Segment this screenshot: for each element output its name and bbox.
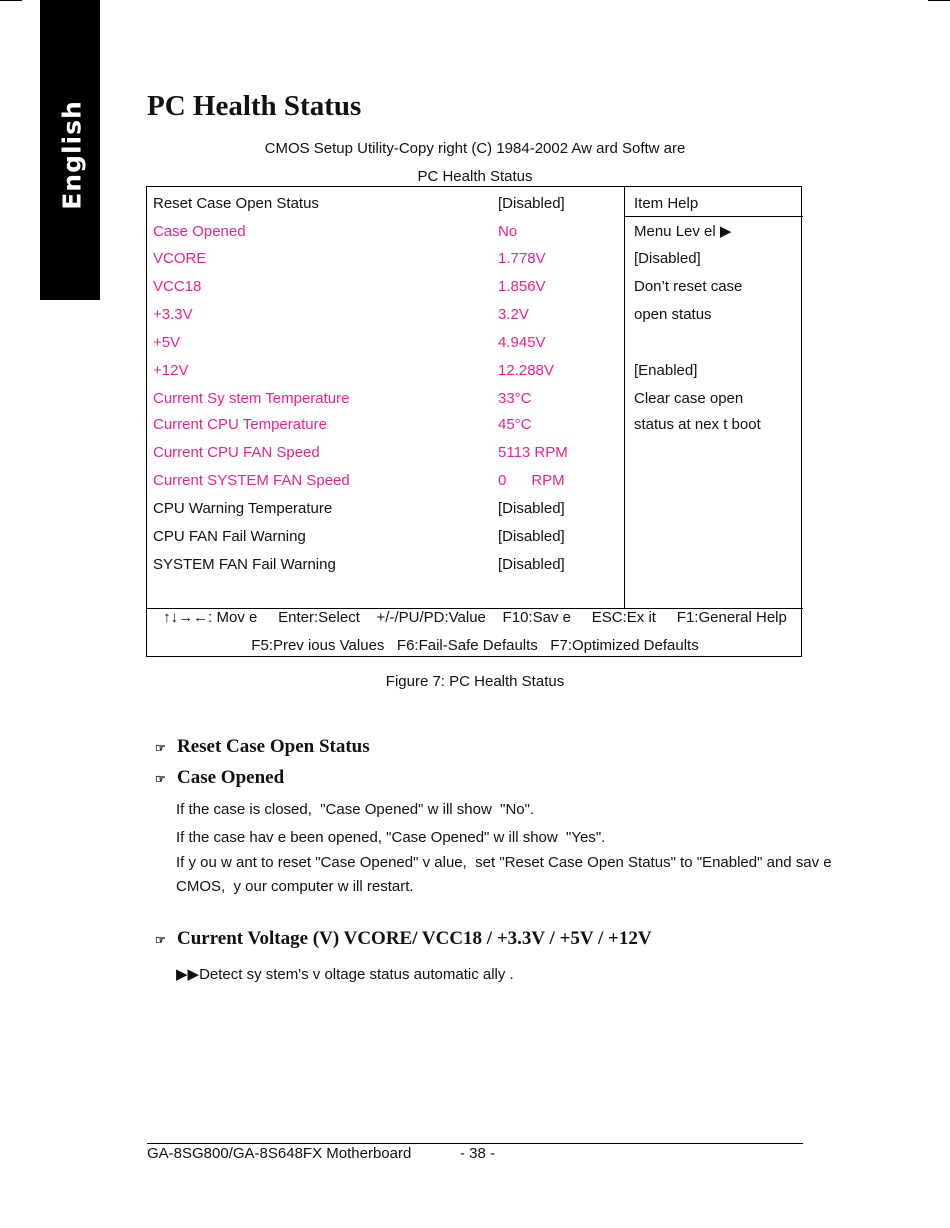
item-help-line: [Disabled]: [634, 250, 701, 267]
crop-mark-right: [928, 0, 950, 1]
page-title: PC Health Status: [147, 90, 362, 122]
setting-value: 12.288V: [498, 362, 554, 379]
section-heading-text: Current Voltage (V) VCORE/ VCC18 / +3.3V / +5V / +12V: [177, 928, 652, 949]
setting-value[interactable]: [Disabled]: [498, 500, 565, 517]
item-help-title: Item Help: [634, 195, 699, 212]
setting-label: Current CPU FAN Speed: [153, 444, 320, 461]
figure-caption: Figure 7: PC Health Status: [385, 673, 565, 690]
key-legend-line-2: F5:Prev ious Values F6:Fail-Safe Defaults F7:Optimized Defaults: [251, 637, 699, 654]
setting-label: +3.3V: [153, 306, 193, 323]
setting-value: 4.945V: [498, 334, 546, 351]
setting-label: Current CPU Temperature: [153, 416, 327, 433]
language-side-tab-label: English: [57, 100, 87, 210]
item-help-line: Menu Lev el ▶: [634, 223, 732, 240]
pointing-hand-icon: ☞: [155, 772, 166, 786]
case-opened-paragraph: CMOS, y our computer w ill restart.: [176, 878, 414, 895]
section-heading-text: Case Opened: [177, 767, 285, 788]
setting-value: 1.856V: [498, 278, 546, 295]
help-header-divider: [624, 216, 803, 217]
setting-value: 0 RPM: [498, 472, 565, 489]
footer-model: GA-8SG800/GA-8S648FX Motherboard: [147, 1145, 412, 1162]
setting-label: CPU FAN Fail Warning: [153, 528, 306, 545]
setting-value: 5113 RPM: [498, 444, 568, 461]
setting-label: Current Sy stem Temperature: [153, 390, 350, 407]
setting-label: SYSTEM FAN Fail Warning: [153, 556, 336, 573]
setting-label: +5V: [153, 334, 181, 351]
item-help-line: [Enabled]: [634, 362, 698, 379]
case-opened-paragraph: If y ou w ant to reset "Case Opened" v alue, set "Reset Case Open Status" to "Enabled" and sav e: [176, 854, 832, 871]
footer-rule: [147, 1143, 803, 1144]
item-help-line: open status: [634, 306, 712, 323]
bios-screen: [146, 186, 802, 657]
help-divider: [624, 187, 625, 608]
setting-label: +12V: [153, 362, 189, 379]
setting-value: 1.778V: [498, 250, 546, 267]
setting-label: VCC18: [153, 278, 202, 295]
item-help-line: status at nex t boot: [634, 416, 761, 433]
setting-label: Current SYSTEM FAN Speed: [153, 472, 350, 489]
case-opened-paragraph: If the case hav e been opened, "Case Opened" w ill show "Yes".: [176, 829, 606, 846]
case-opened-paragraph: If the case is closed, "Case Opened" w ill show "No".: [176, 801, 535, 818]
setting-value[interactable]: [Disabled]: [498, 556, 565, 573]
section-heading-current-voltage: [155, 928, 652, 950]
setting-label: Case Opened: [153, 223, 246, 240]
item-help-line: Clear case open: [634, 390, 744, 407]
crop-mark-left: [0, 0, 22, 1]
setting-value[interactable]: [Disabled]: [498, 195, 565, 212]
section-heading-reset-case: [155, 736, 370, 758]
voltage-paragraph: ▶▶Detect sy stem's v oltage status automatic ally .: [176, 966, 514, 983]
setting-label: CPU Warning Temperature: [153, 500, 333, 517]
section-heading-text: Reset Case Open Status: [177, 736, 370, 757]
setting-label: VCORE: [153, 250, 207, 267]
setting-value[interactable]: [Disabled]: [498, 528, 565, 545]
section-heading-case-opened: [155, 767, 284, 789]
copyright-line: CMOS Setup Utility-Copy right (C) 1984-2002 Aw ard Softw are: [264, 140, 686, 157]
setting-value: 3.2V: [498, 306, 529, 323]
key-legend-line-1: ↑↓→←: Mov e Enter:Select +/-/PU/PD:Value F10:Sav e ESC:Ex it F1:General Help: [163, 609, 787, 626]
pointing-hand-icon: ☞: [155, 741, 166, 755]
bios-screen-title: PC Health Status: [417, 168, 533, 185]
setting-label: Reset Case Open Status: [153, 195, 319, 212]
setting-value: 33°C: [498, 390, 532, 407]
footer-page-number: - 38 -: [460, 1145, 496, 1162]
item-help-line: Don’t reset case: [634, 278, 743, 295]
pointing-hand-icon: ☞: [155, 933, 166, 947]
setting-value: 45°C: [498, 416, 532, 433]
setting-value: No: [498, 223, 518, 240]
